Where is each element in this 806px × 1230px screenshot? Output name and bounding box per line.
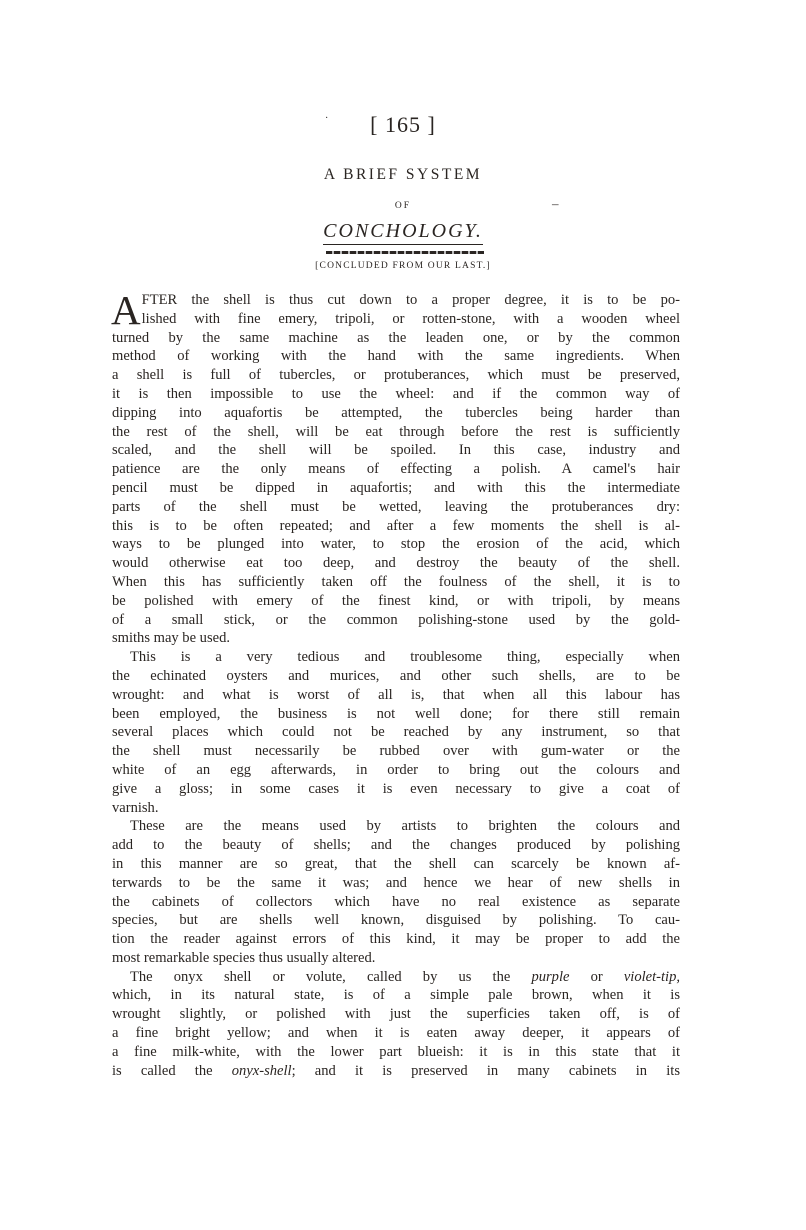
text-line: white of an egg afterwards, in order to bring out the colours and: [112, 761, 680, 778]
text-line: of a small stick, or the common polishing-stone used by the gold-: [112, 611, 680, 628]
text-line: FTER the shell is thus cut down to a proper degree, it is to be po-: [141, 292, 680, 308]
text-line: wrought slightly, or polished with just the superficies taken off, is of: [112, 1006, 680, 1023]
text-line: most remarkable species thus usually altered.: [112, 949, 376, 966]
text-line: a shell is full of tubercles, or protuberances, which must be preserved,: [112, 367, 680, 384]
text-run-italic: onyx-shell: [231, 1062, 292, 1079]
title-line-3: [0, 220, 806, 245]
text-line: the rest of the shell, will be eat through before the rest is sufficiently: [112, 423, 680, 440]
drop-cap: A: [111, 287, 141, 333]
text-line: This is a very tedious and troublesome thing, especially when: [130, 649, 680, 666]
text-line: scaled, and the shell will be spoiled. In this case, industry and: [112, 442, 680, 459]
text-line: a fine milk-white, with the lower part blueish: it is in this state that it: [112, 1043, 680, 1060]
text-line: the shell must necessarily be rubbed over with gum-water or the: [112, 743, 680, 760]
decorative-rule: [326, 251, 484, 254]
text-line: [112, 968, 680, 987]
text-line: turned by the same machine as the leaden one, or by the common: [112, 329, 680, 346]
text-line: method of working with the hand with the same ingredients. When: [112, 348, 680, 365]
text-line: smiths may be used.: [112, 630, 230, 647]
text-line: it is then impossible to use the wheel: and if the common way of: [112, 385, 680, 402]
text-line: been employed, the business is not well done; for there still remain: [112, 705, 680, 722]
text-line: ways to be plunged into water, to stop the erosion of the acid, which: [112, 536, 680, 553]
text-line: a fine bright yellow; and when it is eaten away deeper, it appears of: [112, 1025, 680, 1042]
text-line: would otherwise eat too deep, and destroy the beauty of the shell.: [112, 555, 680, 572]
stray-mark: ·: [325, 113, 329, 124]
text-line: give a gloss; in some cases it is even necessary to give a coat of: [112, 780, 680, 797]
text-run: The onyx shell or volute, called by us the: [130, 968, 532, 985]
title-main: CONCHOLOGY.: [323, 220, 483, 245]
text-line: These are the means used by artists to brighten the colours and: [130, 818, 680, 835]
text-line: the cabinets of collectors which have no real existence as separate: [112, 893, 680, 910]
text-line: the echinated oysters and murices, and other such shells, are to be: [112, 667, 680, 684]
text-line: patience are the only means of effecting a polish. A camel's hair: [112, 461, 680, 478]
page-number: [ 165 ]: [370, 112, 436, 137]
text-run: or: [569, 968, 624, 985]
article-body: [111, 287, 680, 1080]
text-line: lished with fine emery, tripoli, or rotten-stone, with a wooden wheel: [141, 310, 680, 327]
text-run-italic: purple: [531, 968, 570, 985]
text-line: which, in its natural state, is of a simple pale brown, when it is: [112, 987, 680, 1004]
text-run: ; and it is preserved in many cabinets in its: [291, 1062, 680, 1079]
text-line: [112, 1062, 680, 1081]
text-line: tion the reader against errors of this kind, it may be proper to add the: [112, 931, 680, 948]
text-line: varnish.: [112, 799, 159, 816]
title-line-1: A BRIEF SYSTEM: [323, 166, 483, 183]
text-line: be polished with emery of the finest kind, or with tripoli, by means: [112, 592, 680, 609]
text-line: terwards to be the same it was; and hence we hear of new shells in: [112, 874, 680, 891]
text-line: species, but are shells well known, disguised by polishing. To cau-: [112, 912, 680, 929]
text-run: is called the: [112, 1062, 232, 1079]
text-line: wrought: and what is worst of all is, that when all this labour has: [112, 686, 680, 703]
text-run-italic: violet-tip,: [623, 968, 680, 985]
text-line: in this manner are so great, that the shell can scarcely be known af-: [112, 855, 680, 872]
text-line: parts of the shell must be wetted, leaving the protuberances dry:: [112, 498, 680, 515]
subtitle: [CONCLUDED FROM OUR LAST.]: [315, 261, 491, 271]
text-line: dipping into aquafortis be attempted, the tubercles being harder than: [112, 404, 680, 421]
text-line: several places which could not be reached by any instrument, so that: [112, 724, 680, 741]
text-line: pencil must be dipped in aquafortis; and with this the intermediate: [112, 479, 680, 496]
title-line-2: OF: [394, 201, 412, 211]
text-line: add to the beauty of shells; and the changes produced by polishing: [112, 837, 680, 854]
stray-mark: –: [552, 196, 559, 211]
text-line: When this has sufficiently taken off the foulness of the shell, it is to: [112, 573, 680, 590]
text-line: this is to be often repeated; and after a few moments the shell is al-: [112, 517, 680, 534]
